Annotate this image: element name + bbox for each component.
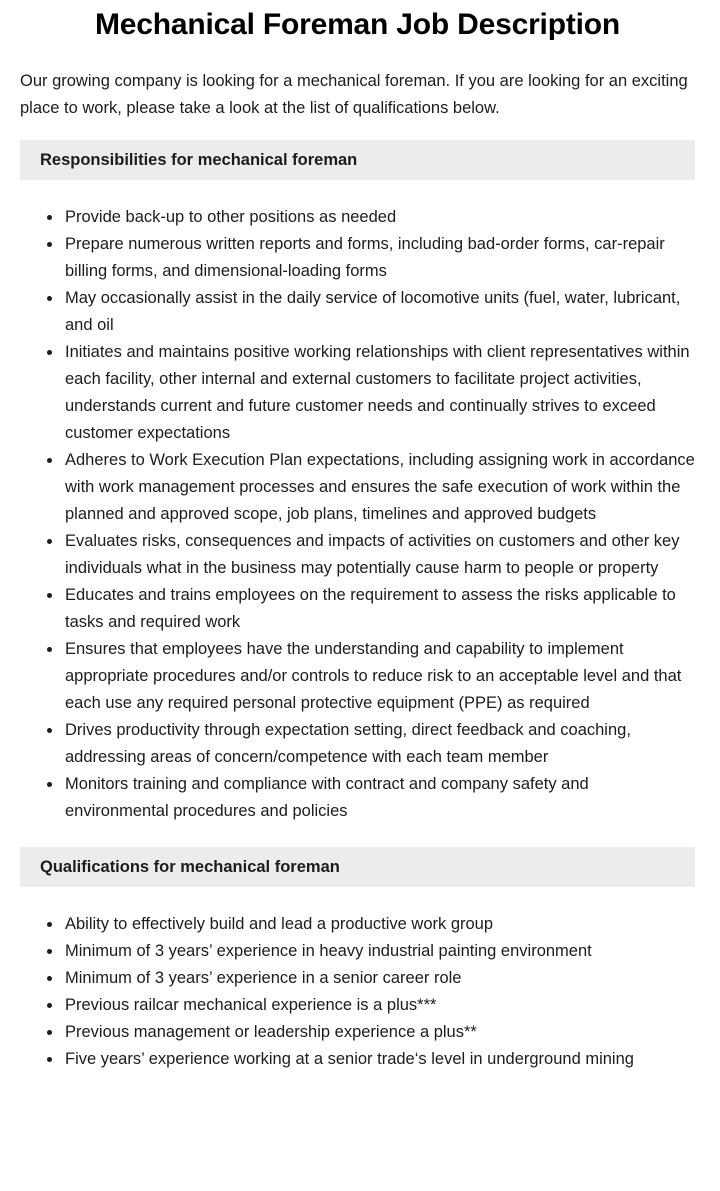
list-item: • Prepare numerous written reports and forms, including bad-order forms, car-repair billing forms, and dimensional-loading forms (63, 231, 695, 285)
list-item: • May occasionally assist in the daily service of locomotive units (fuel, water, lubricant, and oil (63, 285, 695, 339)
qualifications-list (20, 911, 695, 1073)
list-item: • Previous railcar mechanical experience is a plus*** (63, 992, 695, 1019)
page-title: Mechanical Foreman Job Description (95, 8, 620, 41)
section-qualifications (20, 847, 695, 1073)
section-responsibilities (20, 140, 695, 825)
list-item: • Adheres to Work Execution Plan expectations, including assigning work in accordance with work management processes and ensures the safe execution of work within the planned and approved scope, job plans, timelines and approved budgets (63, 447, 695, 528)
list-item: • Minimum of 3 years’ experience in heavy industrial painting environment (63, 938, 695, 965)
list-item: • Provide back-up to other positions as needed (63, 204, 695, 231)
list-item: • Ensures that employees have the understanding and capability to implement appropriate procedures and/or controls to reduce risk to an acceptable level and that each use any required personal protective equipment (PPE) as required (63, 636, 695, 717)
responsibilities-section-heading: Responsibilities for mechanical foreman (20, 140, 695, 180)
responsibilities-list (20, 204, 695, 825)
intro-paragraph: Our growing company is looking for a mechanical foreman. If you are looking for an exciting place to work, please take a look at the list of qualifications below. (20, 71, 688, 117)
list-item: • Previous management or leadership experience a plus** (63, 1019, 695, 1046)
list-item: • Five years’ experience working at a senior trade‘s level in underground mining (63, 1046, 695, 1073)
list-item: • Minimum of 3 years’ experience in a senior career role (63, 965, 695, 992)
list-item: • Drives productivity through expectation setting, direct feedback and coaching, addressing areas of concern/competence with each team member (63, 717, 695, 771)
list-item: • Ability to effectively build and lead a productive work group (63, 911, 695, 938)
qualifications-section-heading: Qualifications for mechanical foreman (20, 847, 695, 887)
list-item: • Evaluates risks, consequences and impacts of activities on customers and other key individuals what in the business may potentially cause harm to people or property (63, 528, 695, 582)
list-item: • Monitors training and compliance with contract and company safety and environmental procedures and policies (63, 771, 695, 825)
list-item: • Educates and trains employees on the requirement to assess the risks applicable to tasks and required work (63, 582, 695, 636)
list-item: • Initiates and maintains positive working relationships with client representatives within each facility, other internal and external customers to facilitate project activities, understands current and future customer needs and continually strives to exceed customer expectations (63, 339, 695, 447)
